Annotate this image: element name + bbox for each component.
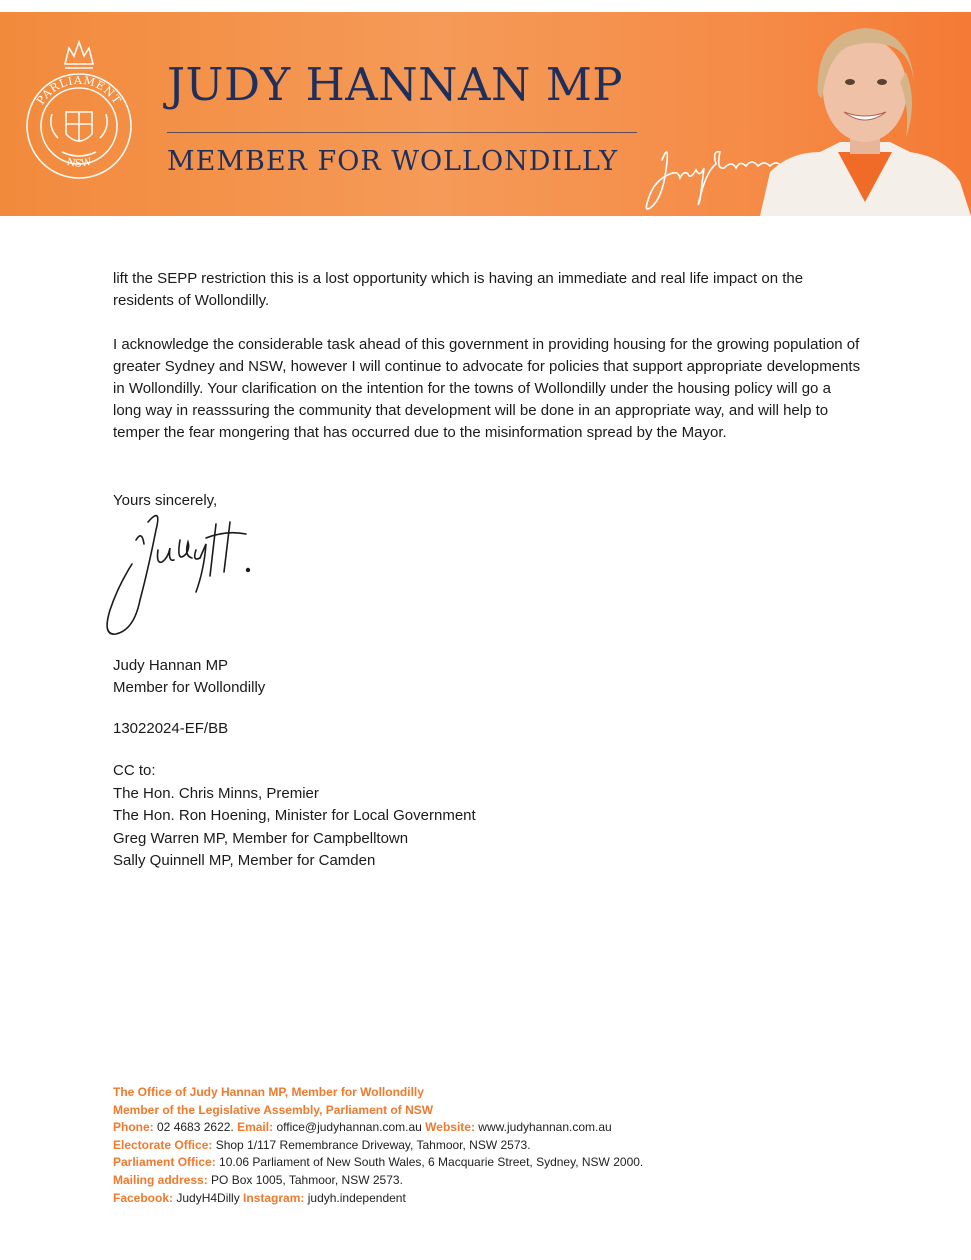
parliament-nsw-crest-icon [22,34,136,194]
phone-value: 02 4683 2622. [153,1120,234,1135]
parliament-label: Parliament Office: [113,1155,216,1170]
parliament-value: 10.06 Parliament of New South Wales, 6 Macquarie Street, Sydney, NSW 2000. [215,1155,644,1170]
email-label: Email: [233,1120,274,1135]
instagram-value: judyh.independent [304,1190,406,1205]
letter-paragraph-2: I acknowledge the considerable task ahead of this government in providing housing for the growing population of greater Sydney and NSW, however I will continue to advocate for policies that support appropriate developments in Wollondilly. Your clarification on the intention for the towns of Wollondilly under the housing policy will go a long way in reasssuring the community that development will be done in an appropriate way, and will help to temper the fear mongering that has occurred due to the misinformation spread by the Mayor. [113,336,861,441]
cc-recipient: Greg Warren MP, Member for Campbelltown [113,829,409,847]
member-role-heading: MEMBER FOR WOLLONDILLY [167,146,619,177]
signatory-block [113,655,265,699]
title-divider [167,132,637,133]
signatory-name: Judy Hannan MP [113,657,229,674]
facebook-value: JudyH4Dilly [173,1190,240,1205]
cc-recipient: The Hon. Chris Minns, Premier [113,784,319,802]
letterhead-banner [0,12,971,216]
svg-text:NSW [66,157,94,170]
email-value: office@judyhannan.com.au [273,1120,422,1135]
website-label: Website: [421,1120,475,1135]
svg-text:PARLIAMENT [34,74,124,107]
letter-reference: 13022024-EF/BB [113,720,229,737]
letter-body [113,268,863,444]
letterhead-footer [113,1084,643,1207]
member-portrait-icon [760,12,971,216]
letter-paragraph-1: lift the SEPP restriction this is a lost opportunity which is having an immediate and real life impact on the residents of Wollondilly. [113,270,804,309]
electorate-value: Shop 1/117 Remembrance Driveway, Tahmoor, NSW 2573. [212,1137,531,1152]
crest-text-bottom: NSW [65,156,93,170]
footer-office-line: The Office of Judy Hannan MP, Member for Wollondilly [113,1085,424,1099]
footer-assembly-line: Member of the Legislative Assembly, Parliament of NSW [113,1102,434,1117]
member-name-heading: JUDY HANNAN MP [167,58,624,111]
handwritten-signature-icon [100,500,260,640]
footer-mailing-line [113,1172,643,1190]
facebook-label: Facebook: [113,1190,174,1205]
mailing-value: PO Box 1005, Tahmoor, NSW 2573. [207,1172,403,1187]
footer-parliament-line [113,1154,643,1172]
cc-block [113,760,476,873]
instagram-label: Instagram: [239,1190,305,1205]
mailing-label: Mailing address: [113,1172,208,1187]
letter-closing: Yours sincerely, [113,492,218,509]
footer-social-line [113,1190,643,1208]
signatory-title: Member for Wollondilly [113,679,266,696]
cc-recipient: Sally Quinnell MP, Member for Camden [113,852,376,869]
phone-label: Phone: [113,1120,154,1135]
crest-text-top: PARLIAMENT [34,73,124,107]
cc-recipient: The Hon. Ron Hoening, Minister for Local Government [113,807,476,824]
website-value: www.judyhannan.com.au [474,1120,612,1135]
footer-electorate-line [113,1137,643,1155]
cc-label: CC to: [113,762,156,779]
footer-contact-line [113,1119,643,1137]
electorate-label: Electorate Office: [113,1137,213,1152]
